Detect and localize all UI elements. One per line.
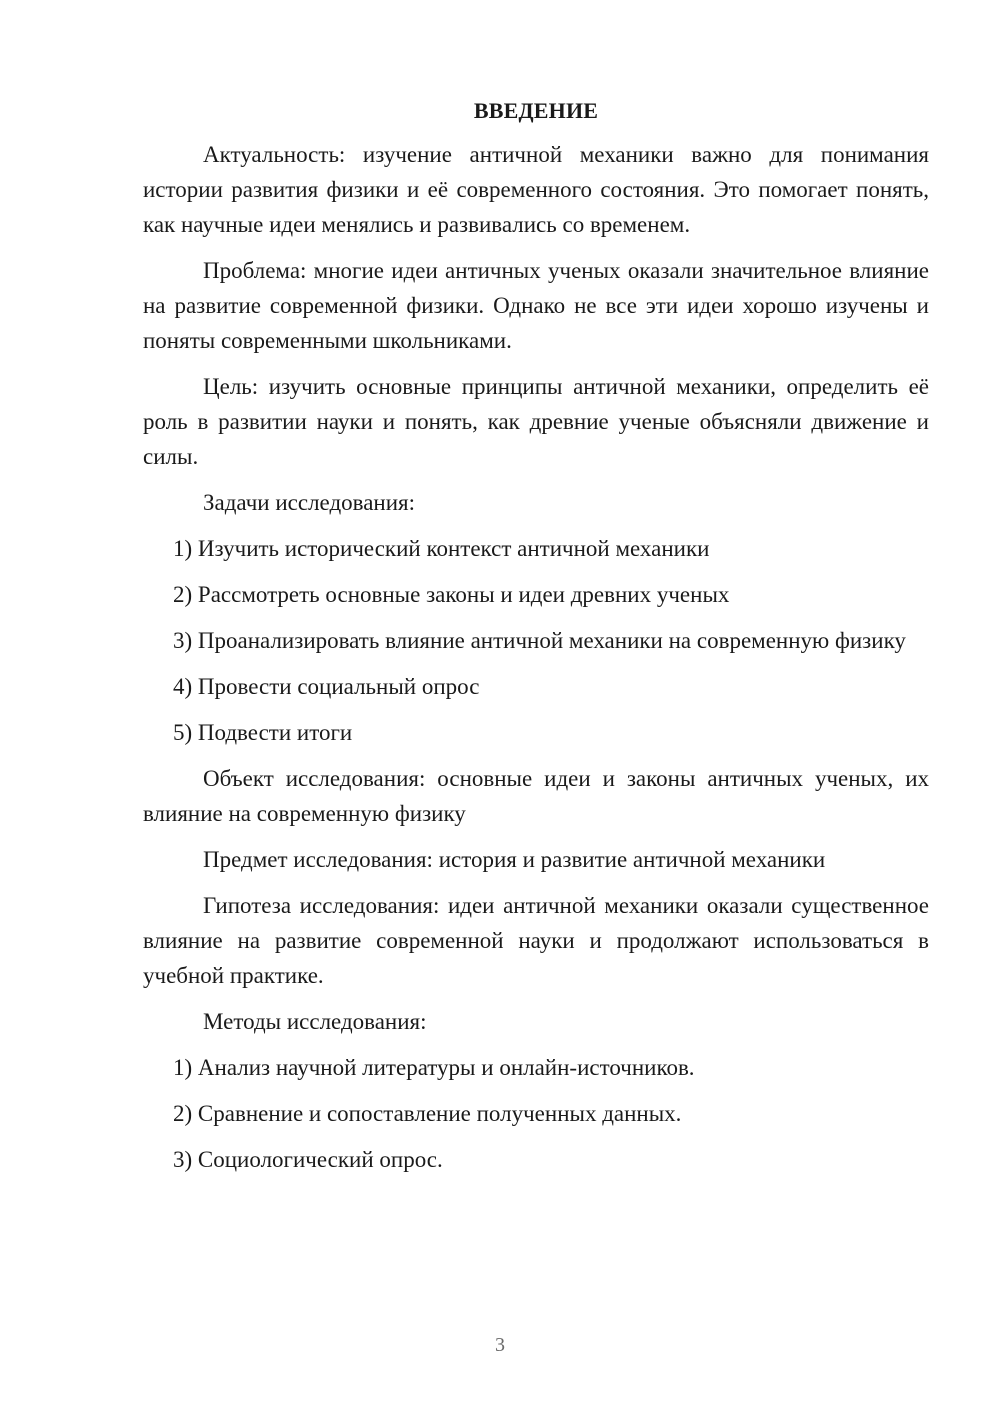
method-item: 2) Сравнение и сопоставление полученных данных.	[173, 1101, 682, 1126]
goal-paragraph: Цель: изучить основные принципы античной механики, определить её роль в развитии науки и понять, как древние ученые объясняли движение и силы.	[143, 374, 929, 469]
page-number: 3	[495, 1334, 505, 1356]
method-item: 1) Анализ научной литературы и онлайн-источников.	[173, 1055, 695, 1080]
object-paragraph: Объект исследования: основные идеи и законы античных ученых, их влияние на современную физику	[143, 766, 929, 826]
page-title: ВВЕДЕНИЕ	[473, 98, 599, 123]
task-item: 1) Изучить исторический контекст античной механики	[173, 536, 710, 561]
problem-paragraph: Проблема: многие идеи античных ученых оказали значительное влияние на развитие современной физики. Однако не все эти идеи хорошо изучены и поняты современными школьниками.	[143, 258, 929, 353]
methods-heading: Методы исследования:	[203, 1009, 427, 1034]
method-item: 3) Социологический опрос.	[173, 1147, 443, 1172]
document-page	[143, 93, 929, 1188]
subject-paragraph: Предмет исследования: история и развитие античной механики	[203, 847, 826, 872]
hypothesis-paragraph: Гипотеза исследования: идеи античной механики оказали существенное влияние на развитие современной науки и продолжают использоваться в учебной практике.	[143, 893, 929, 988]
task-item: 5) Подвести итоги	[173, 720, 353, 745]
task-item: 3) Проанализировать влияние античной механики на современную физику	[173, 628, 906, 653]
tasks-heading: Задачи исследования:	[203, 490, 416, 515]
task-item: 4) Провести социальный опрос	[173, 674, 480, 699]
relevance-paragraph: Актуальность: изучение античной механики важно для понимания истории развития физики и её современного состояния. Это помогает понять, как научные идеи менялись и развивались со временем.	[143, 142, 929, 237]
task-item: 2) Рассмотреть основные законы и идеи древних ученых	[173, 582, 730, 607]
